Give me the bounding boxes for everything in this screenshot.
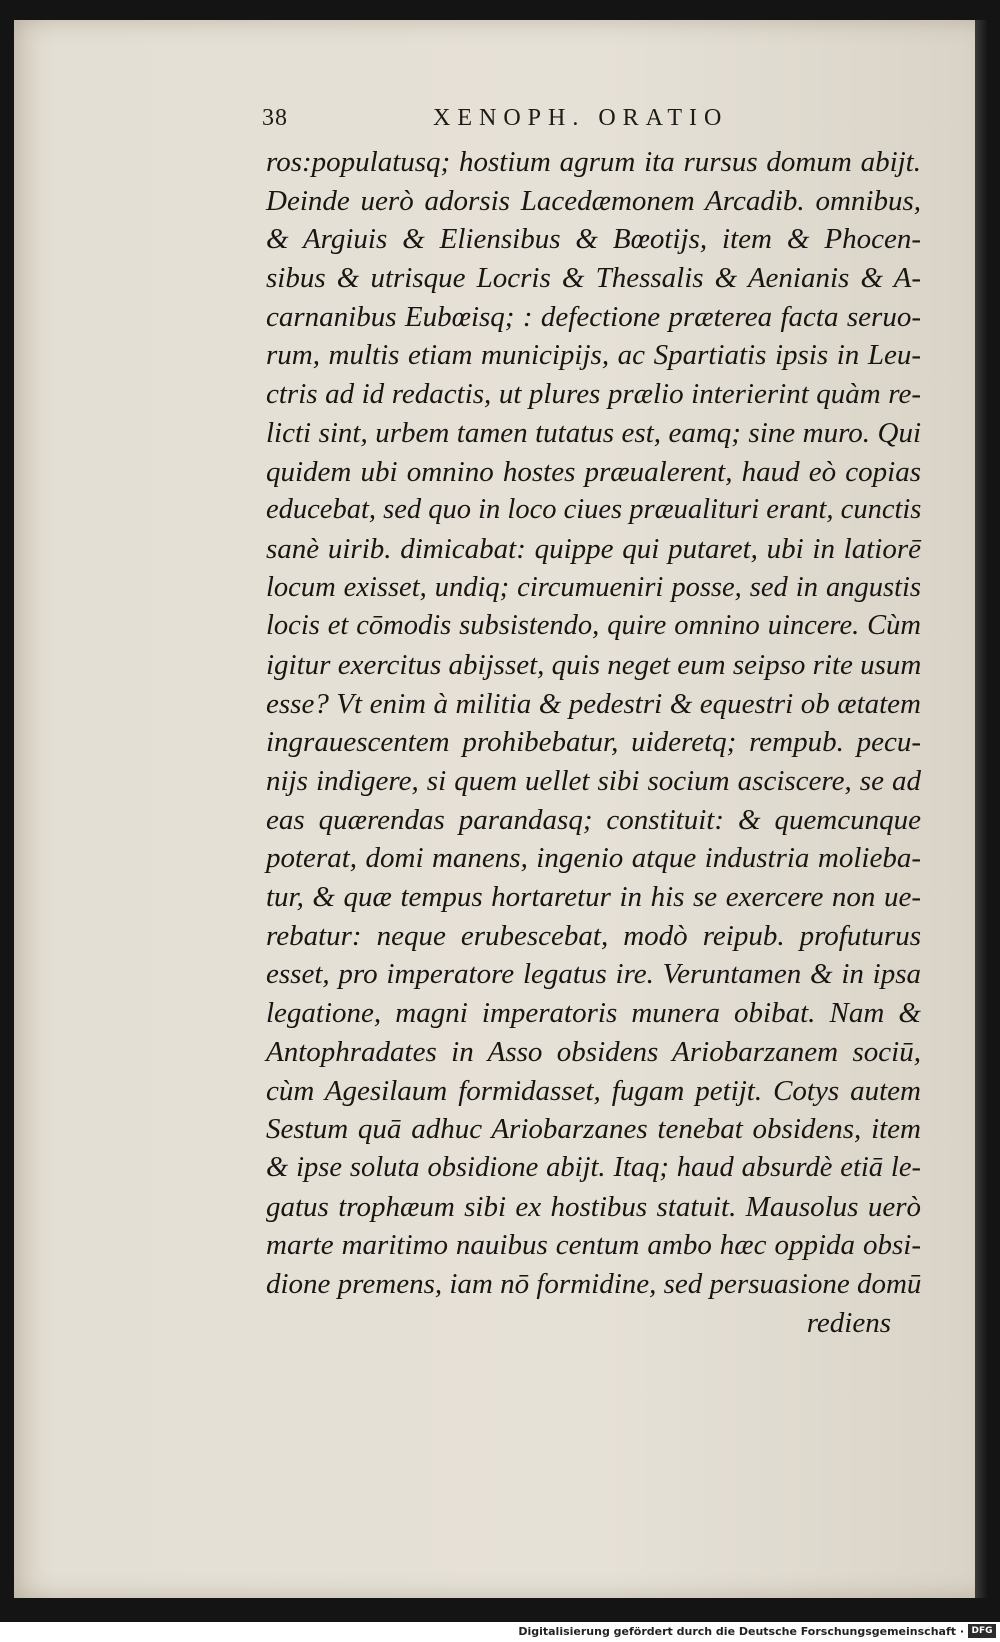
text-line: carnanibus Eubœisq; : defectione præterea facta seruo-	[266, 300, 921, 333]
text-line: esse? Vt enim à militia & pedestri & equestri ob ætatem	[266, 687, 921, 720]
text-line: & Argiuis & Eliensibus & Bœotijs, item & Phocen-	[266, 223, 921, 256]
text-line: rum, multis etiam municipijs, ac Spartiatis ipsis in Leu-	[266, 339, 921, 372]
digitization-footer	[0, 1622, 1000, 1642]
text-line: nijs indigere, si quem uellet sibi socium asciscere, se ad	[266, 765, 921, 797]
text-line: Sestum quā adhuc Ariobarzanes tenebat obsidens, item	[266, 1113, 921, 1146]
text-line: legatione, magni imperatoris munera obibat. Nam &	[266, 997, 921, 1030]
body-text	[266, 143, 921, 1342]
page-number: 38	[262, 105, 288, 131]
text-line: ros:populatusq; hostium agrum ita rursus domum abijt.	[266, 146, 921, 178]
text-line: marte maritimo nauibus centum ambo hæc oppida obsi-	[266, 1229, 921, 1262]
text-line: cùm Agesilaum formidasset, fugam petijt. Cotys autem	[266, 1074, 921, 1107]
text-line: poterat, domi manens, ingenio atque industria molieba-	[266, 842, 921, 875]
page-edge-shadow	[975, 20, 989, 1598]
text-line: locis et cōmodis subsistendo, quire omnino uincere. Cùm	[266, 610, 921, 642]
text-line: sanè uirib. dimicabat: quippe qui putaret, ubi in latiorē	[266, 532, 921, 565]
text-line: & ipse soluta obsidione abijt. Itaq; haud absurdè etiā le-	[266, 1151, 921, 1183]
text-line: dione premens, iam nō formidine, sed persuasione domū	[266, 1267, 922, 1300]
text-line: Antophradates in Asso obsidens Ariobarzanem sociū,	[266, 1035, 921, 1068]
text-line: licti sint, urbem tamen tutatus est, eamq; sine muro. Qui	[266, 416, 921, 449]
catchword: rediens	[806, 1306, 891, 1339]
text-line: esset, pro imperatore legatus ire. Veruntamen & in ipsa	[266, 958, 921, 991]
text-line: ctris ad id redactis, ut plures prælio interierint quàm re-	[266, 378, 921, 411]
running-head-title: XENOPH. ORATIO	[433, 105, 729, 131]
text-line: sibus & utrisque Locris & Thessalis & Aenianis & A-	[266, 262, 921, 295]
text-line: Deinde uerò adorsis Lacedæmonem Arcadib. omnibus,	[266, 184, 921, 217]
text-line: rebatur: neque erubescebat, modò reipub. profuturus	[266, 919, 921, 952]
running-head	[248, 105, 898, 135]
text-line: eas quærendas parandasq; constituit: & quemcunque	[266, 803, 921, 836]
text-line: locum exisset, undiq; circumueniri posse, sed in angustis	[266, 571, 921, 603]
text-line: ingrauescentem prohibebatur, uideretq; rempub. pecu-	[266, 726, 921, 759]
text-line: educebat, sed quo in loco ciues præualituri erant, cunctis	[266, 494, 922, 526]
text-line: gatus trophæum sibi ex hostibus statuit. Mausolus uerò	[266, 1190, 921, 1223]
text-line: igitur exercitus abijsset, quis neget eum seipso rite usum	[266, 648, 922, 681]
dfg-logo: DFG	[968, 1624, 996, 1638]
text-line: tur, & quæ tempus hortaretur in his se exercere non ue-	[266, 881, 921, 914]
funding-credit: Digitalisierung gefördert durch die Deutsche Forschungsgemeinschaft ·	[518, 1625, 964, 1638]
text-line: quidem ubi omnino hostes præualerent, haud eò copias	[266, 455, 921, 488]
